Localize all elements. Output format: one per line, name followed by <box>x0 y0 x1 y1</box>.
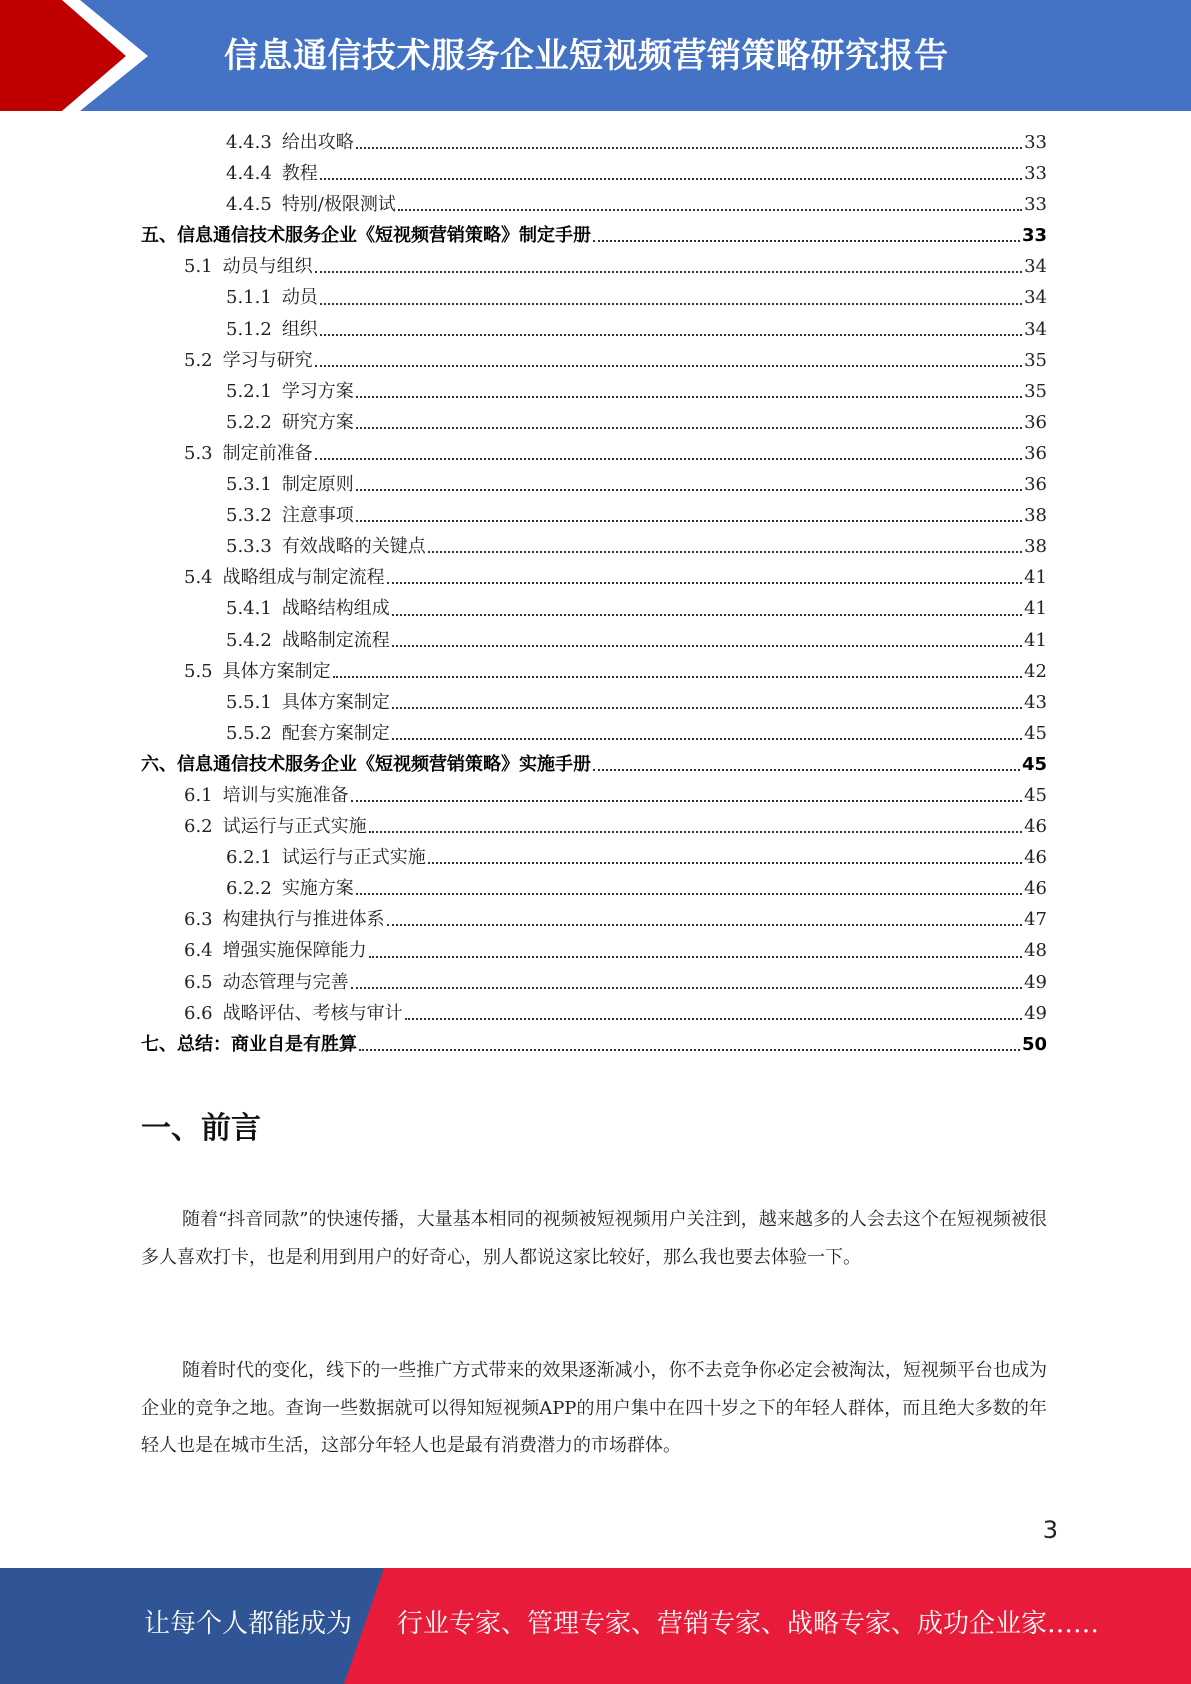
toc-entry-number: 6.4 <box>184 940 213 962</box>
toc-entry-page: 50 <box>1021 1033 1047 1055</box>
toc-leader-dots <box>405 1017 1022 1020</box>
toc-entry-number: 6.2.2 <box>226 878 272 900</box>
page-footer <box>0 1568 1191 1684</box>
toc-entry-title: 信息通信技术服务企业《短视频营销策略》实施手册 <box>177 753 591 775</box>
toc-entry-page: 33 <box>1021 225 1047 247</box>
toc-leader-dots <box>369 955 1022 958</box>
toc-entry-number: 5.1 <box>184 256 213 278</box>
toc-entry-title: 给出攻略 <box>281 132 354 153</box>
toc-entry-number: 七、 <box>141 1033 177 1055</box>
toc-leader-dots <box>356 146 1022 149</box>
toc-leader-dots <box>315 457 1022 460</box>
toc-entry[interactable] <box>141 314 1047 345</box>
toc-leader-dots <box>359 1048 1020 1051</box>
toc-entry-title: 战略评估、考核与审计 <box>222 1002 403 1024</box>
toc-entry-page: 45 <box>1021 753 1047 775</box>
toc-entry-number: 5.5.1 <box>226 691 272 713</box>
paragraph: 随着“抖音同款”的快速传播，大量基本相同的视频被短视频用户关注到，越来越多的人会去这个在短视频被很多人喜欢打卡，也是利用到用户的好奇心，别人都说这家比较好，那么我也要去体验一下。 <box>141 1209 1047 1268</box>
paragraph: 随着时代的变化，线下的一些推广方式带来的效果逐渐减小，你不去竞争你必定会被淘汰，短视频平台也成为企业的竞争之地。查询一些数据就可以得知短视频APP的用户集中在四十岁之下的年轻人群体，而且绝大多数的年轻人也是在城市生活，这部分年轻人也是最有消费潜力的市场群体。 <box>141 1360 1047 1456</box>
toc-leader-dots <box>369 830 1022 833</box>
toc-entry-number: 5.2.1 <box>226 380 272 402</box>
toc-entry-title: 增强实施保障能力 <box>222 940 367 962</box>
toc-entry[interactable] <box>141 220 1047 251</box>
toc-leader-dots <box>315 270 1022 273</box>
footer-slogan-right: 行业专家、管理专家、营销专家、战略专家、成功企业家…… <box>397 1609 1100 1639</box>
toc-entry-page: 47 <box>1024 909 1047 931</box>
toc-entry-page: 43 <box>1024 691 1047 713</box>
toc-entry-title: 动员 <box>281 287 318 309</box>
toc-entry[interactable] <box>141 687 1047 718</box>
toc-entry-title: 配套方案制定 <box>281 722 390 744</box>
toc-entry-title: 具体方案制定 <box>222 660 331 682</box>
toc-entry-number: 5.2 <box>184 349 213 371</box>
toc-entry-number: 六、 <box>141 753 177 775</box>
toc-leader-dots <box>392 613 1022 616</box>
section-heading: 一、前言 <box>141 1111 261 1146</box>
toc-leader-dots <box>593 768 1020 771</box>
toc-entry[interactable] <box>141 469 1047 500</box>
toc-entry-title: 学习方案 <box>281 380 354 402</box>
toc-entry[interactable] <box>141 158 1047 189</box>
toc-entry-page: 34 <box>1024 318 1047 340</box>
toc-entry-title: 信息通信技术服务企业《短视频营销策略》制定手册 <box>177 225 591 247</box>
toc-entry-title: 战略制定流程 <box>281 629 390 651</box>
toc-entry-page: 49 <box>1024 971 1047 993</box>
toc-leader-dots <box>392 644 1022 647</box>
toc-entry-number: 4.4.4 <box>226 163 272 185</box>
document-title: 信息通信技术服务企业短视频营销策略研究报告 <box>224 36 949 76</box>
toc-entry-number: 6.2 <box>184 816 213 838</box>
toc-entry-title: 注意事项 <box>281 505 354 527</box>
toc-leader-dots <box>593 239 1020 242</box>
toc-entry-title: 有效战略的关键点 <box>281 536 426 558</box>
toc-leader-dots <box>392 706 1022 709</box>
toc-entry-number: 4.4.3 <box>226 132 272 153</box>
toc-entry-page: 38 <box>1024 536 1047 558</box>
toc-entry[interactable] <box>141 531 1047 562</box>
toc-entry-page: 35 <box>1024 380 1047 402</box>
table-of-contents <box>141 127 1047 1060</box>
toc-entry[interactable] <box>141 904 1047 935</box>
toc-entry[interactable] <box>141 438 1047 469</box>
toc-entry-title: 研究方案 <box>281 411 354 433</box>
toc-entry-title: 特别/极限测试 <box>281 194 396 216</box>
toc-leader-dots <box>351 986 1022 989</box>
toc-entry-title: 试运行与正式实施 <box>222 816 367 838</box>
toc-entry-page: 36 <box>1024 474 1047 496</box>
toc-leader-dots <box>387 923 1022 926</box>
toc-entry-title: 培训与实施准备 <box>222 784 349 806</box>
toc-entry-title: 组织 <box>281 318 318 340</box>
toc-entry-page: 46 <box>1024 847 1047 869</box>
toc-entry-page: 36 <box>1024 442 1047 464</box>
toc-entry-title: 试运行与正式实施 <box>281 847 426 869</box>
toc-entry[interactable] <box>141 842 1047 873</box>
toc-entry[interactable] <box>141 780 1047 811</box>
toc-entry-number: 6.1 <box>184 784 213 806</box>
toc-entry[interactable] <box>141 251 1047 282</box>
toc-entry-page: 33 <box>1024 194 1047 216</box>
toc-entry-page: 49 <box>1024 1002 1047 1024</box>
toc-entry-title: 制定原则 <box>281 474 354 496</box>
toc-entry-page: 41 <box>1024 629 1047 651</box>
toc-entry-page: 42 <box>1024 660 1047 682</box>
toc-entry-page: 45 <box>1024 722 1047 744</box>
toc-leader-dots <box>398 208 1022 211</box>
toc-entry[interactable] <box>141 407 1047 438</box>
toc-entry-page: 46 <box>1024 816 1047 838</box>
toc-entry-number: 5.5 <box>184 660 213 682</box>
toc-entry[interactable] <box>141 998 1047 1029</box>
toc-leader-dots <box>428 861 1022 864</box>
toc-leader-dots <box>333 675 1022 678</box>
toc-entry-page: 41 <box>1024 598 1047 620</box>
toc-entry[interactable] <box>141 656 1047 687</box>
toc-entry-title: 构建执行与推进体系 <box>222 909 385 931</box>
toc-entry-title: 教程 <box>281 163 318 185</box>
toc-entry[interactable] <box>141 749 1047 780</box>
toc-entry-page: 48 <box>1024 940 1047 962</box>
toc-entry-number: 5.1.2 <box>226 318 272 340</box>
toc-entry-title: 实施方案 <box>281 878 354 900</box>
footer-slogan-left: 让每个人都能成为 <box>144 1609 353 1639</box>
toc-entry[interactable] <box>141 967 1047 998</box>
toc-entry-page: 38 <box>1024 505 1047 527</box>
toc-entry[interactable] <box>141 282 1047 313</box>
toc-entry-number: 5.4.2 <box>226 629 272 651</box>
toc-leader-dots <box>387 581 1022 584</box>
toc-entry[interactable] <box>141 500 1047 531</box>
toc-entry-number: 5.4.1 <box>226 598 272 620</box>
toc-entry-page: 41 <box>1024 567 1047 589</box>
toc-entry[interactable] <box>141 562 1047 593</box>
page-header <box>0 0 1191 111</box>
toc-entry-number: 5.1.1 <box>226 287 272 309</box>
toc-entry-title: 具体方案制定 <box>281 691 390 713</box>
toc-leader-dots <box>320 302 1022 305</box>
toc-entry-number: 5.3.1 <box>226 474 272 496</box>
toc-entry-title: 学习与研究 <box>222 349 313 371</box>
toc-entry-title: 动员与组织 <box>222 256 313 278</box>
toc-leader-dots <box>356 395 1022 398</box>
toc-entry[interactable] <box>141 345 1047 376</box>
toc-entry-title: 动态管理与完善 <box>222 971 349 993</box>
toc-entry[interactable] <box>141 811 1047 842</box>
toc-entry-number: 5.4 <box>184 567 213 589</box>
page-number: 3 <box>1042 1516 1058 1544</box>
toc-entry[interactable] <box>141 935 1047 966</box>
toc-leader-dots <box>315 364 1022 367</box>
toc-entry[interactable] <box>141 593 1047 624</box>
toc-entry-number: 5.5.2 <box>226 722 272 744</box>
toc-entry-title: 制定前准备 <box>222 442 313 464</box>
toc-entry-page: 36 <box>1024 411 1047 433</box>
toc-entry-number: 5.3.3 <box>226 536 272 558</box>
toc-entry-number: 5.3.2 <box>226 505 272 527</box>
toc-entry[interactable] <box>141 189 1047 220</box>
toc-entry-number: 五、 <box>141 225 177 247</box>
toc-leader-dots <box>428 550 1022 553</box>
toc-entry[interactable] <box>141 376 1047 407</box>
toc-leader-dots <box>351 799 1022 802</box>
toc-entry[interactable] <box>141 718 1047 749</box>
toc-entry-number: 6.6 <box>184 1002 213 1024</box>
toc-entry-number: 4.4.5 <box>226 194 272 216</box>
toc-entry[interactable] <box>141 1029 1047 1060</box>
toc-leader-dots <box>320 333 1022 336</box>
toc-entry-page: 45 <box>1024 784 1047 806</box>
toc-entry-title: 战略组成与制定流程 <box>222 567 385 589</box>
toc-leader-dots <box>392 737 1022 740</box>
toc-entry-number: 6.3 <box>184 909 213 931</box>
toc-entry-page: 33 <box>1024 132 1047 153</box>
toc-leader-dots <box>356 892 1022 895</box>
toc-entry-number: 5.3 <box>184 442 213 464</box>
toc-entry-page: 34 <box>1024 287 1047 309</box>
toc-entry-title: 总结：商业自是有胜算 <box>177 1033 357 1055</box>
toc-entry-number: 6.2.1 <box>226 847 272 869</box>
toc-entry-number: 6.5 <box>184 971 213 993</box>
toc-leader-dots <box>356 426 1022 429</box>
toc-entry-title: 战略结构组成 <box>281 598 390 620</box>
toc-entry-page: 34 <box>1024 256 1047 278</box>
toc-entry[interactable] <box>141 873 1047 904</box>
toc-leader-dots <box>356 519 1022 522</box>
toc-leader-dots <box>356 488 1022 491</box>
toc-entry-page: 46 <box>1024 878 1047 900</box>
toc-leader-dots <box>320 177 1022 180</box>
toc-entry[interactable] <box>141 127 1047 158</box>
toc-entry-page: 33 <box>1024 163 1047 185</box>
toc-entry-page: 35 <box>1024 349 1047 371</box>
toc-entry[interactable] <box>141 625 1047 656</box>
toc-entry-number: 5.2.2 <box>226 411 272 433</box>
